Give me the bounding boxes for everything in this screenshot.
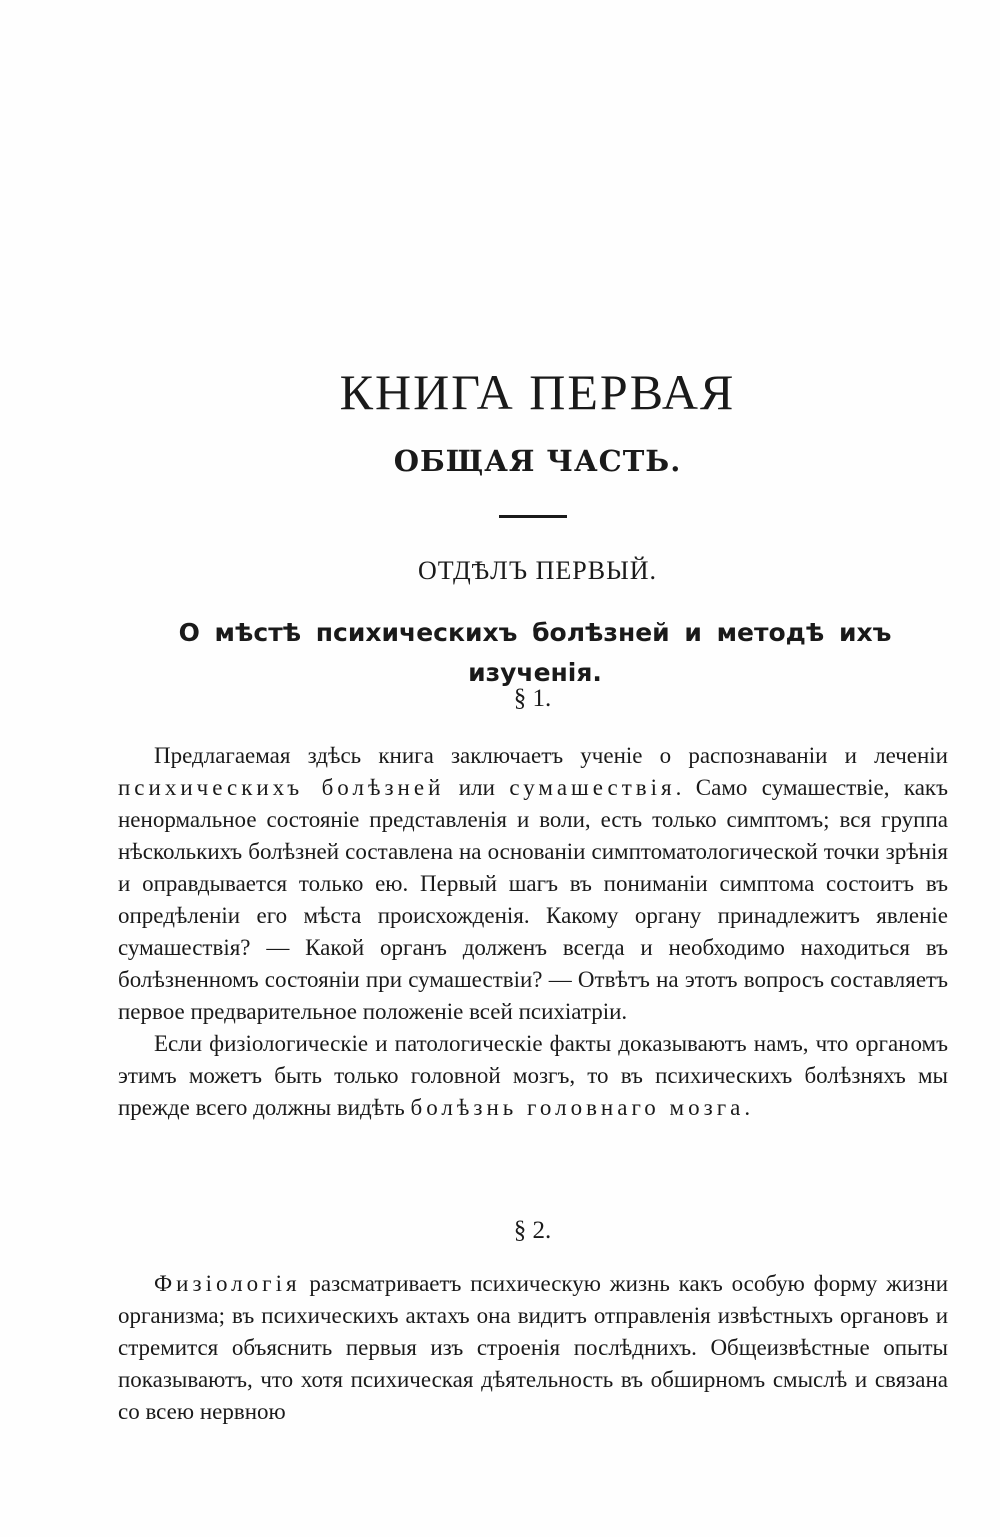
paragraph-1-body [118,740,948,1124]
chapter-title: О мѣстѣ психическихъ болѣзней и методѣ ихъ изученія. [178,618,892,687]
paragraph-mark-2: § 2. [513,1217,552,1244]
paragraph-1-text-a [118,740,948,1028]
title-divider [499,515,567,518]
part-title: ОБЩАЯ ЧАСТЬ. [393,444,682,478]
emphasized-text: болѣзнь головнаго мозга [410,1095,745,1120]
emphasized-text: психическихъ болѣзней [118,775,445,800]
paragraph-1-text-b [118,1028,948,1124]
paragraph-2-text-a [118,1268,948,1428]
emphasized-text: сумашествія [509,775,676,800]
book-title: КНИГА ПЕРВАЯ [339,364,736,420]
text-run: Если физіологическіе и патологическіе факты доказываютъ намъ, что органомъ этимъ можетъ быть только головной мозгъ, то въ психическихъ болѣзняхъ мы прежде всего должны видѣть [118,1031,948,1120]
section-title: ОТДѢЛЪ ПЕРВЫЙ. [417,556,658,585]
paragraph-2-body [118,1268,948,1428]
text-run: Предлагаемая здѣсь книга заключаетъ ученіе о распознаваніи и леченіи [154,743,948,768]
text-run: разсматриваетъ психическую жизнь какъ особую форму жизни организма; въ психическихъ актахъ она видитъ отправленія извѣстныхъ органовъ и стремится объяснить первыя изъ строенія послѣднихъ. Общеизвѣстные опыты показываютъ, что хотя психическая дѣятельность въ обширномъ смыслѣ и связана со всею нервною [118,1271,948,1424]
text-run: или [444,775,510,800]
text-run: . Само сумашествіе, какъ ненормальное состояніе представленія и воли, есть только симптомъ; вся группа нѣсколькихъ болѣзней составлена на основаніи симптоматологической точки зрѣнія и оправдывается только ею. Первый шагъ въ пониманіи симптома состоитъ въ опредѣленіи его мѣста происхожденія. Какому органу принадлежитъ явленіе сумашествія? — Какой органъ долженъ всегда и необходимо находиться въ болѣзненномъ состояніи при сумашествіи? — Отвѣтъ на этотъ вопросъ составляетъ первое предварительное положеніе всей психіатріи. [118,775,948,1024]
emphasized-text: Физіологія [154,1271,301,1296]
text-run: . [744,1095,751,1120]
paragraph-mark-1: § 1. [513,685,552,712]
